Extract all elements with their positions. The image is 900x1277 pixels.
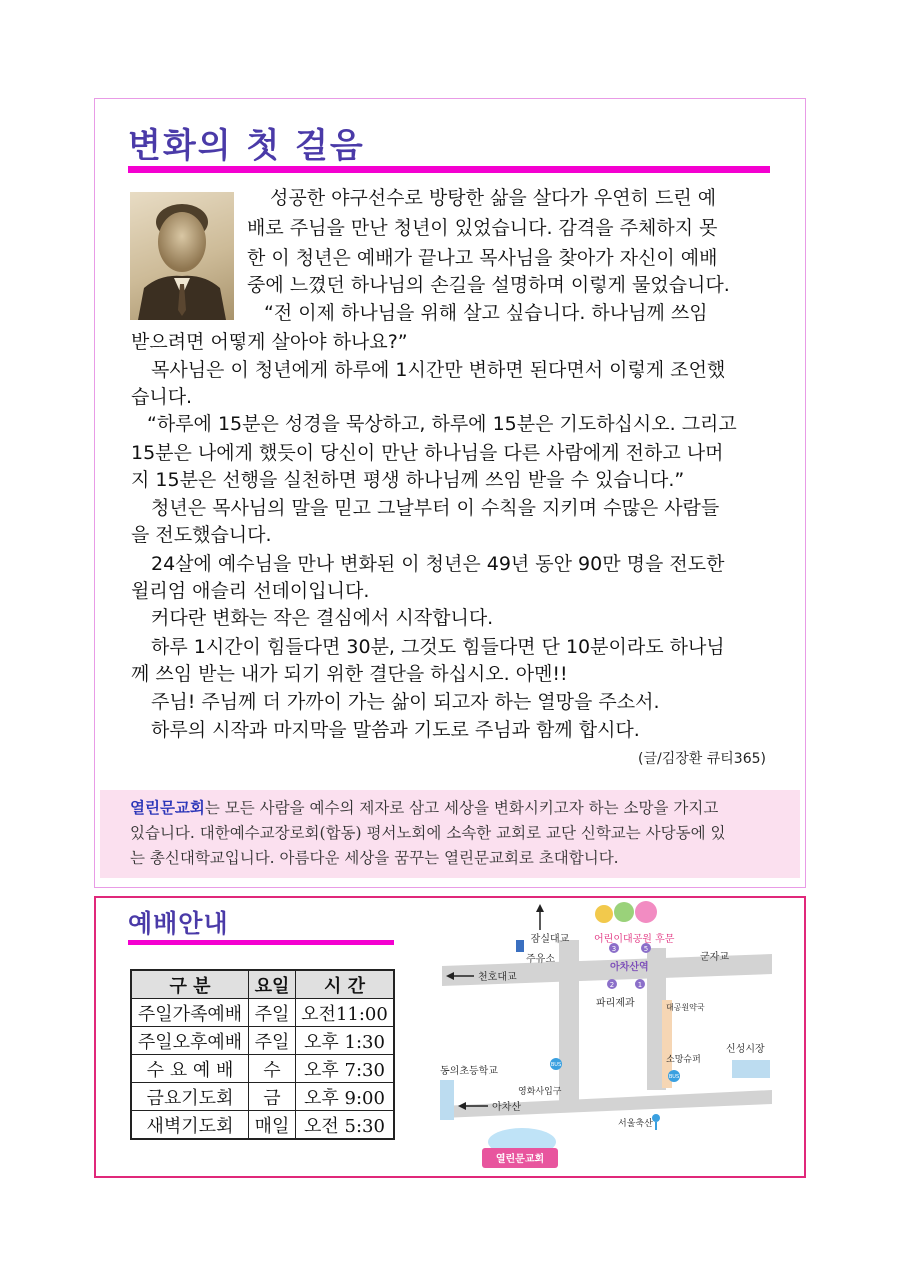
paragraph-line: 목사님은 이 청년에게 하루에 1시간만 변하면 된다면서 이렇게 조언했 [151,359,726,381]
paragraph-line: 을 전도했습니다. [131,524,272,546]
location-pin-icon [652,1114,660,1122]
paragraph-line: 한 이 청년은 예배가 끝나고 목사님을 찾아가 자신이 예배 [247,247,718,269]
label-yeonghwa: 영화사입구 [518,1087,562,1097]
paragraph-line: 24살에 예수님을 만나 변화된 이 청년은 49년 동안 90만 명을 전도한 [151,553,725,575]
label-achasan: 아차산 [492,1102,521,1113]
column-header: 요일 [249,970,296,999]
worship-title-underline [128,940,394,945]
table-cell: 금 [249,1083,296,1111]
label-butcher: 서울축산 [618,1119,653,1129]
table-cell: 오후 1:30 [296,1027,395,1055]
tree-icon [614,902,634,922]
road-vertical-left [559,940,579,1102]
paragraph-line: 윌리엄 애슬리 선데이입니다. [131,580,370,602]
paragraph-line: 성공한 야구선수로 방탕한 삶을 살다가 우연히 드린 예 [270,187,717,209]
gas-station-icon [516,940,524,952]
table-cell: 매일 [249,1111,296,1140]
label-somang: 소망슈퍼 [666,1055,701,1065]
column-header: 구 분 [131,970,249,999]
block-market [732,1060,770,1078]
bus-label: BUS [668,1074,680,1080]
worship-schedule-table [130,969,395,1140]
table-row [131,999,394,1027]
label-church: 열린문교회 [495,1154,545,1165]
table-cell: 오후 7:30 [296,1055,395,1083]
paragraph-line: 청년은 목사님의 말을 믿고 그날부터 이 수칙을 지키며 수많은 사람들 [151,497,720,519]
table-row [131,1055,394,1083]
table-cell: 수 요 예 배 [131,1055,249,1083]
tree-icon [595,905,613,923]
exit-number: 3 [611,945,617,953]
column-header: 시 간 [296,970,395,999]
exit-number: 1 [637,981,643,989]
table-row [131,1111,394,1140]
article-credit: (글/김장환 큐티365) [638,751,766,767]
table-cell: 새벽기도회 [131,1111,249,1140]
paragraph-line: 지 15분은 선행을 실천하면 평생 하나님께 쓰임 받을 수 있습니다.” [131,469,685,491]
portrait-photo [130,192,234,320]
label-cheonho: 천호대교 [478,972,517,983]
label-pharmacy: 대공원약국 [666,1003,705,1012]
paragraph-line: 중에 느꼈던 하나님의 손길을 설명하며 이렇게 물었습니다. [247,274,730,296]
paragraph-line: 커다란 변화는 작은 결심에서 시작합니다. [151,607,494,629]
title-underline [128,166,770,173]
church-info-line: 는 총신대학교입니다. 아름다운 세상을 꿈꾸는 열린문교회로 초대합니다. [130,849,619,867]
paragraph-line: “하루에 15분은 성경을 묵상하고, 하루에 15분은 기도하십시오. 그리고 [147,413,737,435]
arrow-up-icon [536,904,544,912]
table-cell: 오전11:00 [296,999,395,1027]
paragraph-line: 께 쓰임 받는 내가 되기 위한 결단을 하십시오. 아멘!! [131,663,568,685]
label-park-gate: 어린이대공원 후문 [594,934,675,945]
table-cell: 수 [249,1055,296,1083]
paragraph-line: “전 이제 하나님을 위해 살고 싶습니다. 하나님께 쓰임 [264,302,708,324]
label-gunja: 군자교 [700,952,729,963]
label-paris: 파리제과 [596,998,635,1009]
label-achasan-station: 아차산역 [610,962,649,973]
table-cell: 주일오후예배 [131,1027,249,1055]
paragraph-line: 배로 주님을 만난 청년이 있었습니다. 감격을 주체하지 못 [247,217,718,239]
exit-number: 2 [609,981,615,989]
label-gas: 주유소 [526,954,555,965]
church-name: 열린문교회 [130,798,205,817]
worship-title: 예배안내 [128,909,229,938]
paragraph-line: 주님! 주님께 더 가까이 가는 삶이 되고자 하는 열망을 주소서. [151,691,660,713]
table-cell: 주일가족예배 [131,999,249,1027]
paragraph-line: 받으려면 어떻게 살아야 하나요?” [131,331,408,353]
block-school [440,1080,454,1120]
table-cell: 오전 5:30 [296,1111,395,1140]
table-cell: 주일 [249,1027,296,1055]
church-info-line: 있습니다. 대한예수교장로회(합동) 평서노회에 소속한 교회로 교단 신학교는 사당동에 있 [130,824,726,842]
church-info-text [130,795,725,871]
paragraph-line: 15분은 나에게 했듯이 당신이 만난 하나님을 다른 사람에게 전하고 나머 [131,442,724,464]
paragraph-line: 습니다. [131,386,193,408]
exit-number: 5 [643,945,649,953]
location-map [434,900,784,1170]
label-school: 동의초등학교 [440,1066,498,1077]
table-cell: 금요기도회 [131,1083,249,1111]
table-cell: 오후 9:00 [296,1083,395,1111]
tree-icon [635,901,657,923]
label-market: 신성시장 [726,1044,765,1055]
article-title: 변화의 첫 걸음 [128,126,365,166]
table-cell: 주일 [249,999,296,1027]
label-jamsil: 잠실대교 [530,934,570,945]
paragraph-line: 하루 1시간이 힘들다면 30분, 그것도 힘들다면 단 10분이라도 하나님 [151,636,725,658]
church-info-line: 는 모든 사람을 예수의 제자로 삼고 세상을 변화시키고자 하는 소망을 가지고 [204,799,719,817]
table-row [131,1083,394,1111]
table-row [131,1027,394,1055]
paragraph-line: 하루의 시작과 마지막을 말씀과 기도로 주님과 함께 합시다. [151,719,640,741]
bus-label: BUS [550,1062,562,1068]
table-header-row [131,970,394,999]
